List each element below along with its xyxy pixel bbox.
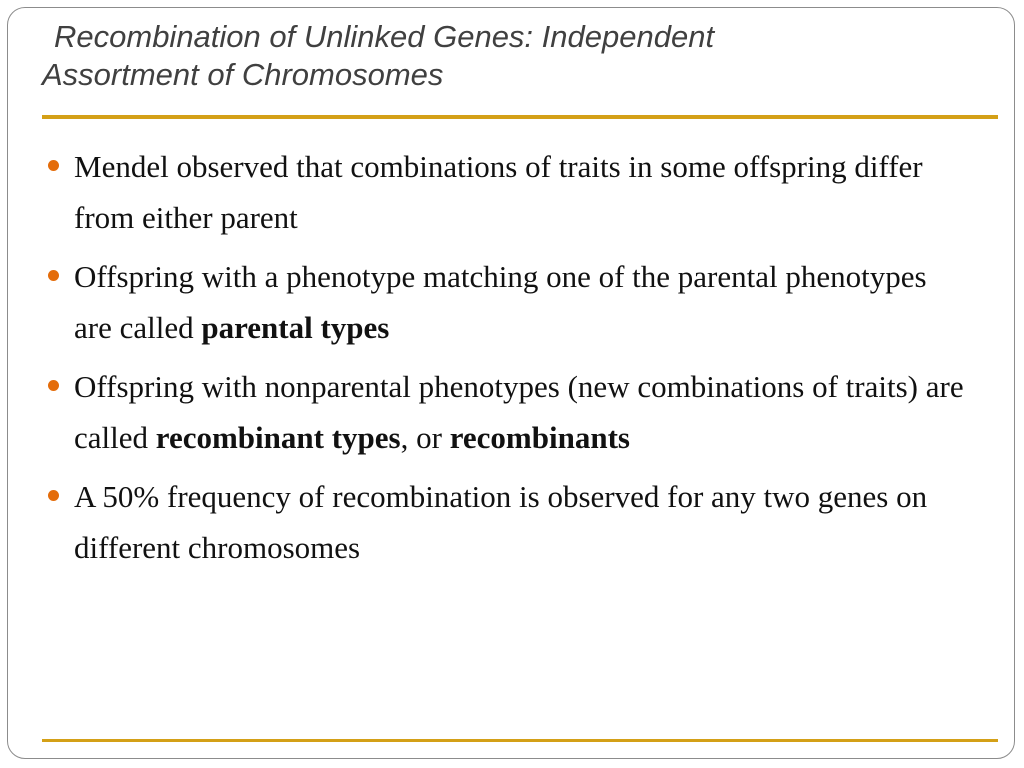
term-parental-types: parental types (201, 310, 390, 345)
bullet-text: Offspring with nonparental phenotypes (new combinations of traits) are called (74, 369, 964, 455)
slide-title (42, 18, 982, 94)
footer-divider (42, 739, 998, 742)
slide (7, 7, 1015, 759)
bullet-text: Offspring with a phenotype matching one of the parental phenotypes are called (74, 259, 927, 345)
bullet-dot-icon (48, 270, 59, 281)
bullet-item-3 (42, 361, 972, 463)
bullet-dot-icon (48, 490, 59, 501)
bullet-list (42, 141, 972, 581)
bullet-item-1 (42, 141, 972, 243)
title-divider (42, 115, 998, 119)
bullet-item-4 (42, 471, 972, 573)
bullet-dot-icon (48, 160, 59, 171)
bullet-item-2 (42, 251, 972, 353)
bullet-dot-icon (48, 380, 59, 391)
bullet-text: Mendel observed that combinations of traits in some offspring differ from either parent (74, 149, 923, 235)
title-line-2: Assortment of Chromosomes (42, 57, 444, 92)
term-recombinant-types: recombinant types (155, 420, 401, 455)
title-line-1: Recombination of Unlinked Genes: Independent (54, 19, 715, 54)
bullet-text-continued: , or (400, 420, 450, 455)
term-recombinants: recombinants (449, 420, 630, 455)
bullet-text: A 50% frequency of recombination is observed for any two genes on different chromosomes (74, 479, 928, 565)
